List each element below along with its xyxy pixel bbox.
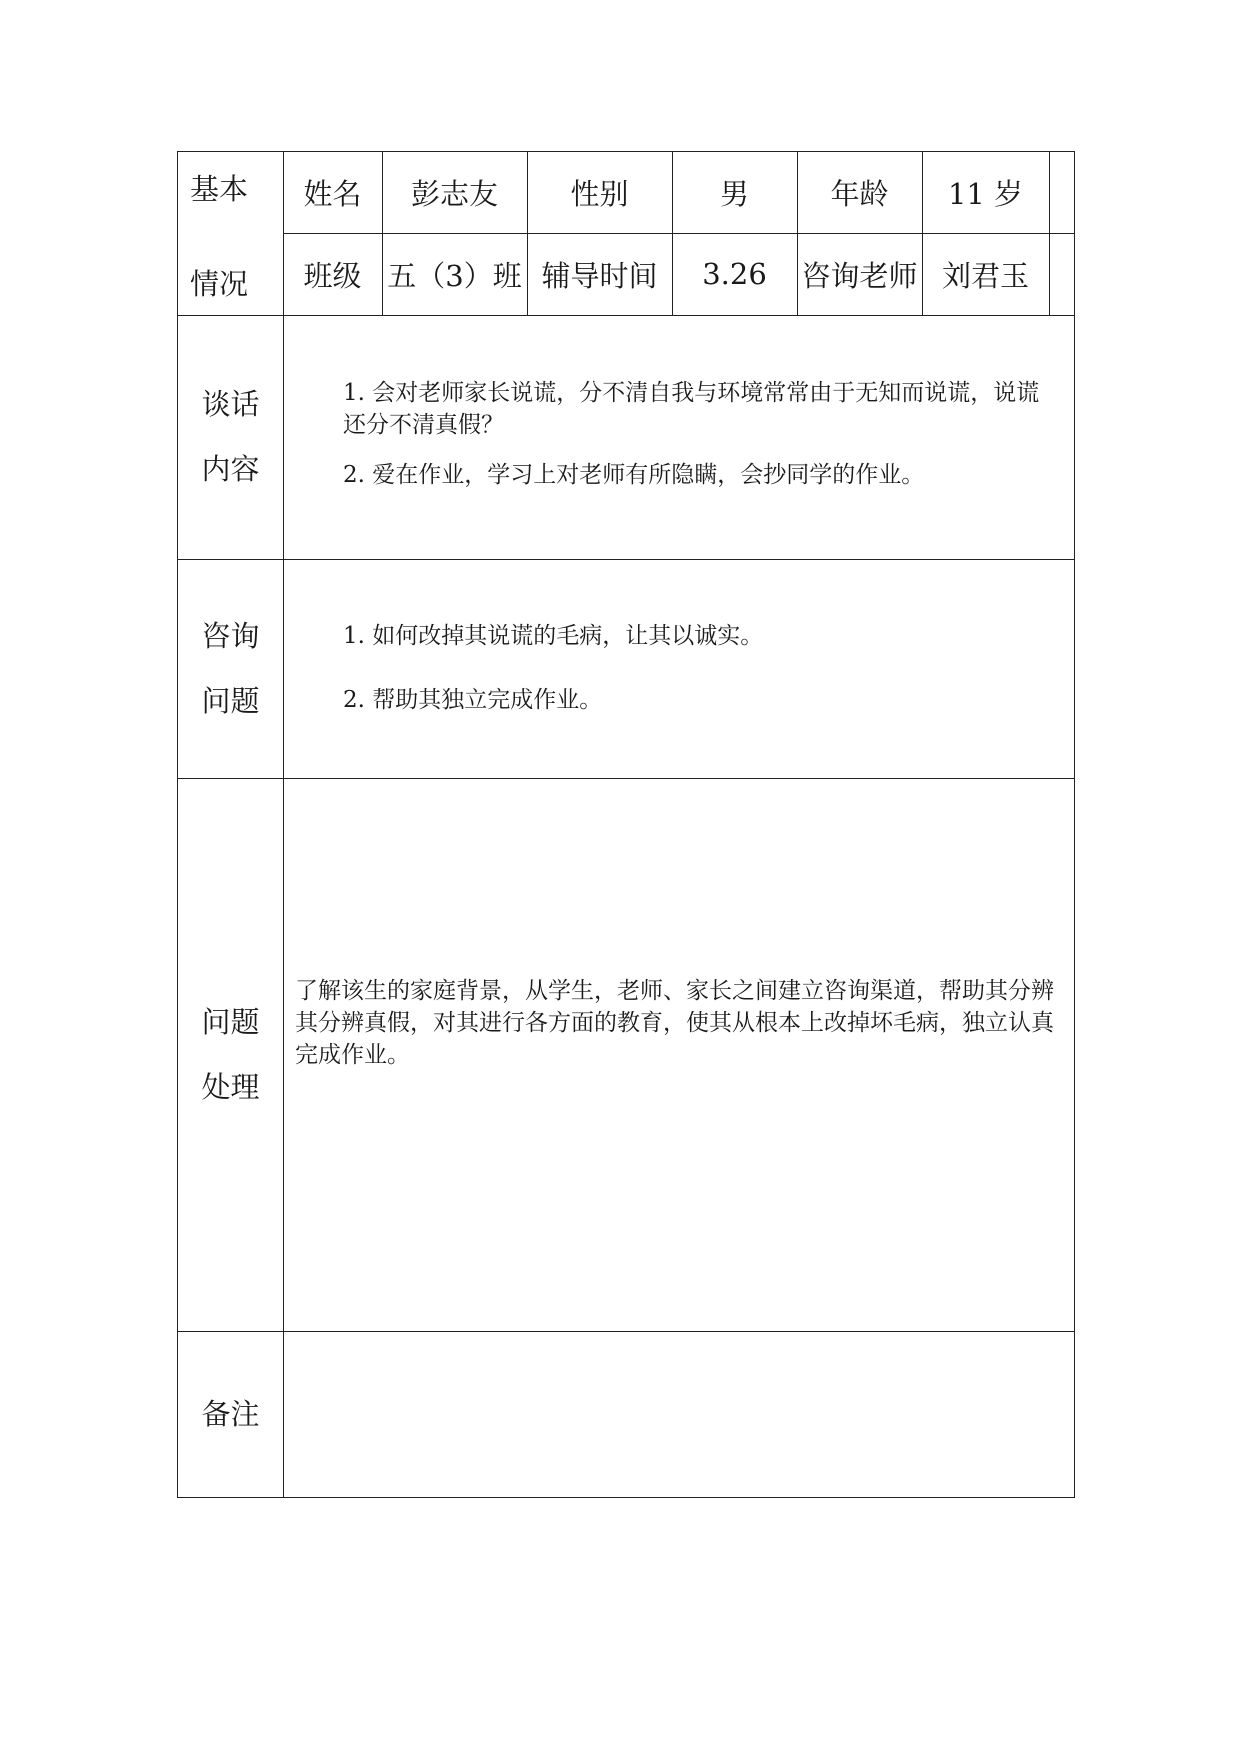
basic-info-label-line2: 情况 [190, 266, 249, 301]
consult-question-item-2: 2. 帮助其独立完成作业。 [343, 687, 603, 713]
gender-value: 男 [719, 177, 749, 211]
basic-info-label-line1: 基本 [190, 171, 249, 206]
consult-question-label-line2: 问题 [201, 683, 260, 718]
counseling-record-form [177, 151, 1075, 1498]
row-divider [178, 315, 1074, 316]
problem-handling-text: 了解该生的家庭背景，从学生，老师、家长之间建立咨询渠道，帮助其分辨其分辨真假，对其进行各方面的教育，使其从根本上改掉坏毛病，独立认真完成作业。 [295, 978, 1054, 1068]
counseling-time-label: 辅导时间 [541, 258, 658, 293]
row-divider [178, 1331, 1074, 1332]
age-value: 11 岁 [947, 177, 1024, 211]
conversation-label-line1: 谈话 [201, 387, 260, 421]
remarks-label [178, 1331, 283, 1497]
conversation-item-2: 2. 爱在作业，学习上对老师有所隐瞒，会抄同学的作业。 [343, 462, 925, 488]
counselor-value: 刘君玉 [941, 258, 1029, 293]
name-label: 姓名 [303, 177, 362, 211]
conversation-item-1: 1. 会对老师家长说谎，分不清自我与环境常常由于无知而说谎，说谎还分不清真假？ [343, 380, 1040, 438]
column-divider [1049, 152, 1050, 315]
consult-question-item-1: 1. 如何改掉其说谎的毛病，让其以诚实。 [343, 623, 764, 649]
consult-question-label-line1: 咨询 [201, 618, 260, 653]
name-value: 彭志友 [410, 177, 498, 211]
row-divider [178, 559, 1074, 560]
age-label: 年龄 [830, 177, 889, 211]
problem-handling-label-line2: 处理 [201, 1069, 260, 1104]
counseling-time-value: 3.26 [702, 257, 767, 291]
counselor-label: 咨询老师 [801, 258, 918, 293]
label-column-divider [283, 152, 284, 1497]
problem-handling-label [178, 778, 283, 1331]
consult-question-label [178, 559, 283, 778]
conversation-label-line2: 内容 [201, 452, 260, 486]
gender-label: 性别 [570, 177, 629, 211]
conversation-label [178, 315, 283, 559]
consult-question-content [343, 620, 1048, 716]
class-value: 五（3）班 [387, 258, 522, 293]
class-label: 班级 [303, 258, 362, 293]
row-divider [178, 778, 1074, 779]
problem-handling-content [295, 975, 1055, 1071]
conversation-content [343, 377, 1048, 491]
remarks-label-text: 备注 [201, 1396, 260, 1431]
problem-handling-label-line1: 问题 [201, 1004, 260, 1039]
